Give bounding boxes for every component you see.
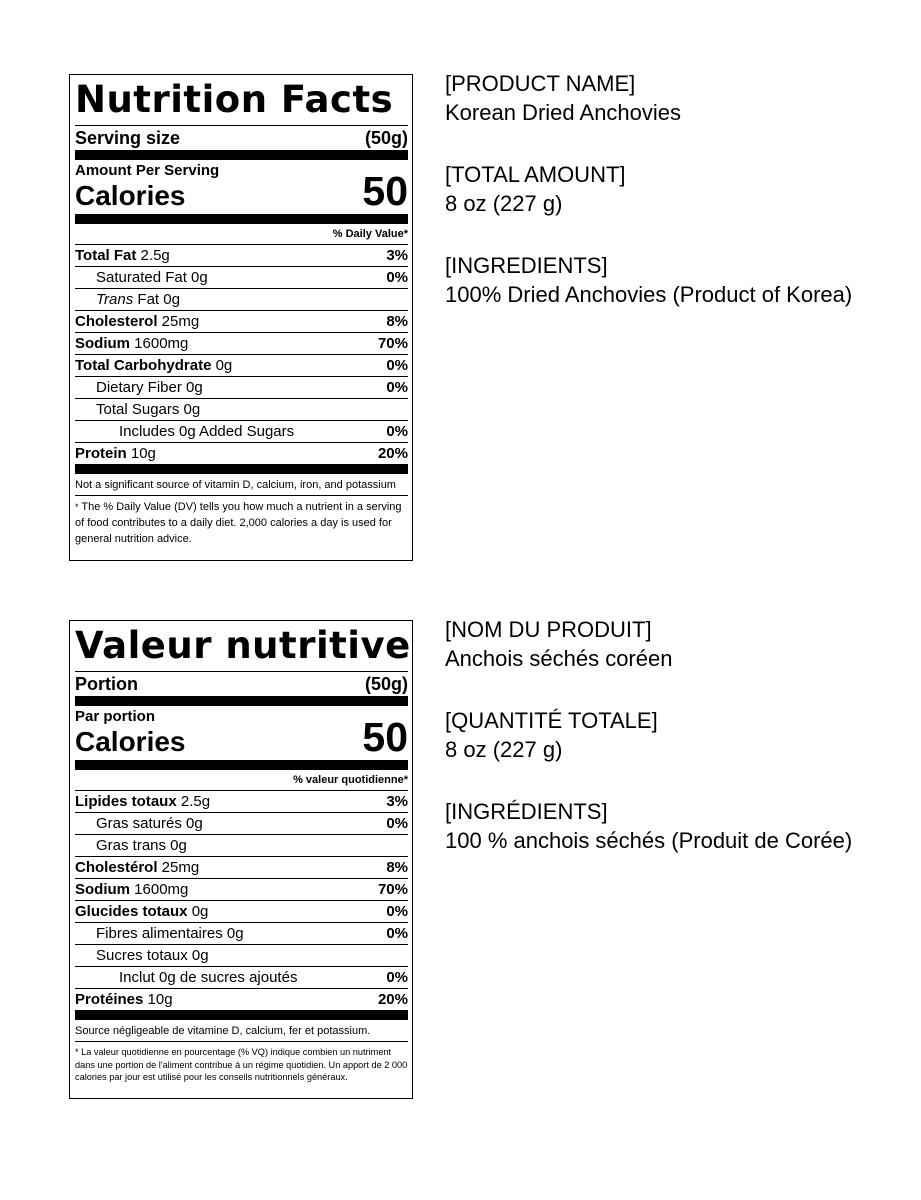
nutrient-row-glucides <box>75 900 408 922</box>
nutrient-name: Total Fat <box>75 247 137 264</box>
nutrient-amount: 10g <box>143 991 173 1008</box>
nutrient-row-lipides <box>75 790 408 812</box>
daily-value-header <box>75 770 408 790</box>
nutrient-amount: 1600mg <box>130 881 189 898</box>
ingredients-value: 100 % anchois séchés (Produit de Corée) <box>445 828 853 853</box>
total-amount-value: 8 oz (227 g) <box>445 737 563 762</box>
nutrient-pct: 0% <box>386 379 408 396</box>
nutrient-pct: 0% <box>386 357 408 374</box>
nutrient-amount: 25mg <box>157 859 200 876</box>
nutrient-name: Sucres totaux 0g <box>96 947 209 964</box>
label-title: Nutrition Facts <box>75 78 394 121</box>
vitamin-note: Not a significant source of vitamin D, calcium, iron, and potassium <box>75 479 396 491</box>
footnote-text: La valeur quotidienne en pourcentage (% VQ) indique combien un nutriment dans une portion de l'aliment contribue à un régime quotidien. Un apport de 2 000 calories par jour est utilisé pour les conseils nutritionnels généraux. <box>75 1047 408 1082</box>
calories-value: 50 <box>362 714 408 760</box>
serving-size-value: (50g) <box>364 673 408 694</box>
nutrient-row-cholesterol <box>75 310 408 332</box>
nutrient-name: Fibres alimentaires 0g <box>96 925 244 942</box>
nutrient-pct: 0% <box>386 423 408 440</box>
nutrient-name: Glucides totaux <box>75 903 188 920</box>
calories-label: Calories <box>75 726 186 757</box>
calories-value: 50 <box>362 168 408 214</box>
nutrient-name: Protein <box>75 445 127 462</box>
nutrient-amount: 2.5g <box>136 247 170 264</box>
nutrient-name: Dietary Fiber 0g <box>96 379 203 396</box>
nutrient-row-total-carbohydrate <box>75 354 408 376</box>
serving-size-row <box>75 672 408 696</box>
ingredients-heading: [INGREDIENTS] <box>445 253 608 278</box>
calories-label: Calories <box>75 180 186 211</box>
ingredients-heading: [INGRÉDIENTS] <box>445 799 608 824</box>
nutrient-name: Gras trans 0g <box>96 837 187 854</box>
nutrient-row-sodium <box>75 332 408 354</box>
daily-value-footnote <box>75 496 408 547</box>
product-name-value: Anchois séchés coréen <box>445 646 673 671</box>
nutrient-pct: 20% <box>377 445 408 462</box>
footnote-text: The % Daily Value (DV) tells you how much a nutrient in a serving of food contributes to a daily diet. 2,000 calories a day is used for general nutrition advice. <box>75 501 402 545</box>
nutrient-name: Sodium <box>75 881 130 898</box>
product-info-fr <box>445 616 905 889</box>
nutrient-amount: 1600mg <box>130 335 189 352</box>
serving-size-row <box>75 126 408 150</box>
nutrient-row-sodium <box>75 878 408 900</box>
nutrient-row-fibres <box>75 922 408 944</box>
nutrient-name: Cholesterol <box>75 313 158 330</box>
product-info-en <box>445 70 905 343</box>
nutrient-pct: 0% <box>386 925 408 942</box>
nutrient-pct: 0% <box>386 269 408 286</box>
product-name-value: Korean Dried Anchovies <box>445 100 682 125</box>
nutrient-name: Fat 0g <box>133 291 180 308</box>
nutrient-row-sucres <box>75 944 408 966</box>
nutrient-pct: 0% <box>386 815 408 832</box>
nutrition-facts-label-en <box>69 74 413 561</box>
nutrient-row-dietary-fiber <box>75 376 408 398</box>
daily-value-header-text: % valeur quotidienne* <box>293 774 408 786</box>
footnote-star: * <box>75 502 79 512</box>
nutrient-row-protein <box>75 442 408 464</box>
product-name-heading: [NOM DU PRODUIT] <box>445 617 652 642</box>
nutrient-amount: 0g <box>187 903 209 920</box>
nutrient-pct: 0% <box>386 903 408 920</box>
label-title: Valeur nutritive <box>75 624 411 667</box>
nutrient-pct: 3% <box>386 247 408 264</box>
nutrient-row-added-sugars <box>75 420 408 442</box>
nutrition-facts-label-fr <box>69 620 413 1099</box>
nutrient-row-sucres-ajoutes <box>75 966 408 988</box>
nutrient-name: Sodium <box>75 335 130 352</box>
nutrient-pct: 70% <box>377 335 408 352</box>
amount-per-serving: Par portion <box>75 708 156 725</box>
nutrient-row-trans-fat <box>75 288 408 310</box>
serving-size-value: (50g) <box>364 127 408 148</box>
nutrient-name: Saturated Fat 0g <box>96 269 208 286</box>
product-name-heading: [PRODUCT NAME] <box>445 71 636 96</box>
vitamin-note: Source négligeable de vitamine D, calcium, fer et potassium. <box>75 1025 371 1037</box>
nutrient-name: Cholestérol <box>75 859 158 876</box>
daily-value-header-text: % Daily Value* <box>332 228 408 240</box>
nutrient-amount: 2.5g <box>176 793 211 810</box>
nutrient-pct: 0% <box>386 969 408 986</box>
nutrient-name-italic: Trans <box>96 291 134 308</box>
amount-per-serving: Amount Per Serving <box>75 162 220 179</box>
nutrient-row-gras-trans <box>75 834 408 856</box>
daily-value-header <box>75 224 408 244</box>
serving-size-label: Serving size <box>75 127 181 148</box>
total-amount-heading: [TOTAL AMOUNT] <box>445 162 626 187</box>
nutrient-row-saturated-fat <box>75 266 408 288</box>
daily-value-footnote <box>75 1042 408 1084</box>
nutrient-name: Inclut 0g de sucres ajoutés <box>119 969 298 986</box>
nutrient-pct: 20% <box>377 991 408 1008</box>
nutrient-amount: 0g <box>211 357 233 374</box>
nutrient-name: Includes 0g Added Sugars <box>119 423 295 440</box>
nutrient-pct: 70% <box>377 881 408 898</box>
nutrient-name: Gras saturés 0g <box>96 815 203 832</box>
footnote-star: * <box>75 1047 79 1057</box>
nutrient-amount: 25mg <box>157 313 200 330</box>
nutrient-name: Total Sugars 0g <box>96 401 201 418</box>
nutrient-row-cholesterol <box>75 856 408 878</box>
ingredients-value: 100% Dried Anchovies (Product of Korea) <box>445 282 853 307</box>
nutrient-pct: 3% <box>386 793 408 810</box>
total-amount-value: 8 oz (227 g) <box>445 191 563 216</box>
nutrient-name: Total Carbohydrate <box>75 357 212 374</box>
nutrient-pct: 8% <box>386 313 408 330</box>
nutrient-amount: 10g <box>126 445 156 462</box>
serving-size-label: Portion <box>75 673 138 694</box>
nutrient-row-gras-satures <box>75 812 408 834</box>
nutrient-pct: 8% <box>386 859 408 876</box>
nutrient-row-proteines <box>75 988 408 1010</box>
total-amount-heading: [QUANTITÉ TOTALE] <box>445 708 658 733</box>
nutrient-name: Protéines <box>75 991 144 1008</box>
nutrient-row-total-sugars <box>75 398 408 420</box>
nutrient-name: Lipides totaux <box>75 793 177 810</box>
nutrient-row-total-fat <box>75 244 408 266</box>
